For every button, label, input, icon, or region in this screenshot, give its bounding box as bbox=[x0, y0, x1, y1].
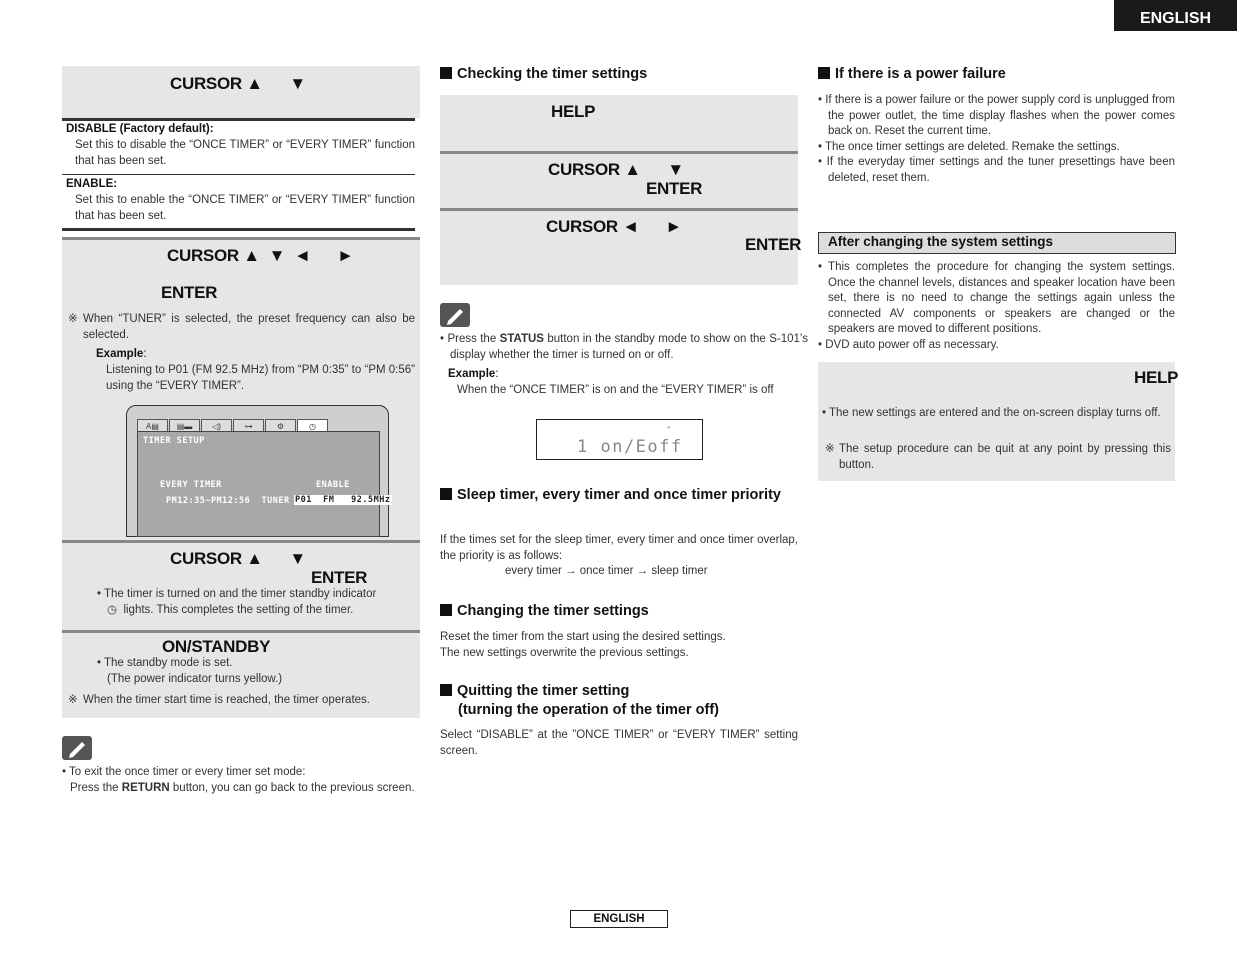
divider bbox=[62, 118, 415, 121]
input-setup-icon: ▤▬ bbox=[169, 419, 200, 433]
step4-note1: • The standby mode is set. bbox=[97, 657, 233, 669]
quit-text: Select “DISABLE” at the ”ONCE TIMER” or “EVERY TIMER” setting screen. bbox=[440, 729, 798, 757]
enable-text: Set this to enable the “ONCE TIMER” or “EVERY TIMER” function that has been set. bbox=[75, 194, 415, 222]
speaker-setup-icon: A▤ bbox=[137, 419, 168, 433]
divider bbox=[62, 540, 420, 543]
sleep-heading: Sleep timer, every timer and once timer priority bbox=[440, 486, 798, 505]
timer-indicator-icon: ◷ bbox=[107, 603, 118, 616]
divider bbox=[440, 151, 798, 154]
step3-enter: ENTER bbox=[311, 568, 368, 587]
change-heading: Changing the timer settings bbox=[440, 602, 649, 621]
power-heading: If there is a power failure bbox=[818, 65, 1006, 84]
divider bbox=[62, 174, 415, 175]
sleep-order: every timer → once timer → sleep timer bbox=[505, 565, 708, 577]
front-display bbox=[536, 419, 703, 460]
language-tab: ENGLISH bbox=[1114, 0, 1237, 31]
tuner-note: When “TUNER” is selected, the preset frequency can also be selected. bbox=[83, 313, 415, 341]
change-text1: Reset the timer from the start using the desired settings. bbox=[440, 631, 726, 643]
step4-key: ON/STANDBY bbox=[162, 637, 271, 656]
step4-remark: When the timer start time is reached, the timer operates. bbox=[83, 694, 370, 706]
disable-label: DISABLE (Factory default): bbox=[66, 123, 214, 135]
step3-note-line1: • The timer is turned on and the timer standby indicator bbox=[97, 588, 377, 600]
osd-screenshot bbox=[126, 405, 389, 537]
enable-label: ENABLE: bbox=[66, 178, 118, 190]
help-remark: The setup procedure can be quit at any point by pressing this button. bbox=[839, 443, 1171, 471]
osd-row-detail-preset: P01 FM 92.5MHz bbox=[295, 495, 391, 505]
square-bullet-icon bbox=[440, 67, 452, 79]
exit-note-line1: • To exit the once timer or every timer set mode: bbox=[62, 766, 306, 778]
example-label: Example: bbox=[96, 348, 147, 360]
display-indicator: ◦ bbox=[667, 422, 671, 432]
osd-row-label: EVERY TIMER bbox=[160, 480, 222, 490]
power-bullets bbox=[818, 93, 1175, 186]
osd-title: TIMER SETUP bbox=[143, 436, 205, 446]
after-bullet-2: • DVD auto power off as necessary. bbox=[818, 338, 999, 351]
osd-panel bbox=[137, 431, 391, 537]
square-bullet-icon bbox=[440, 684, 452, 696]
divider bbox=[440, 208, 798, 211]
after-bullet-1: • This completes the procedure for changing the system settings. Once the channel levels, distances and speaker location have been set, there is no need to change the settings again unless the connected AV components or speakers are changed or the speakers are moved to different positions. bbox=[818, 261, 1176, 335]
help-key: HELP bbox=[551, 102, 596, 121]
note-pencil-icon bbox=[440, 303, 470, 327]
osd-row-value: ENABLE bbox=[316, 480, 350, 490]
display-text: 1 on/Eoff bbox=[577, 437, 683, 457]
example-label-2: Example: bbox=[448, 368, 499, 380]
cursor-ud-keys: CURSOR ▲ ▼ bbox=[548, 160, 684, 179]
power-bullet-1: • If there is a power failure or the power supply cord is unplugged from the power outlet, the time display flashes when the power comes back on. Reset the current time. bbox=[818, 94, 1175, 137]
divider bbox=[62, 237, 420, 240]
step2-enter: ENTER bbox=[161, 283, 218, 302]
osd-row-detail-time: PM12:35~PM12:56 TUNER bbox=[166, 496, 290, 506]
square-bullet-icon bbox=[818, 67, 830, 79]
divider bbox=[62, 228, 415, 231]
divider bbox=[62, 630, 420, 633]
help-key-right: HELP bbox=[1134, 368, 1179, 387]
step4-remark-mark: ※ bbox=[68, 694, 78, 706]
step3-note-line2: ◷ lights. This completes the setting of the timer. bbox=[107, 603, 354, 616]
exit-note-line2: Press the RETURN button, you can go back to the previous screen. bbox=[70, 782, 415, 794]
note-pencil-icon bbox=[62, 736, 92, 760]
step3-note bbox=[97, 587, 415, 618]
enter-key-2: ENTER bbox=[745, 235, 802, 254]
help-bullet: • The new settings are entered and the on-screen display turns off. bbox=[822, 407, 1161, 419]
power-bullet-3: • If the everyday timer settings and the tuner presettings have been deleted, reset them. bbox=[818, 156, 1175, 184]
example-text: Listening to P01 (FM 92.5 MHz) from “PM 0:35” to “PM 0:56” using the “EVERY TIMER”. bbox=[106, 364, 415, 392]
step2-keys: CURSOR ▲ ▼ ◄ ► bbox=[167, 246, 354, 265]
quit-heading-2: (turning the operation of the timer off) bbox=[458, 702, 719, 718]
option-icon: ⚙ bbox=[265, 419, 296, 433]
speaker-icon: ◁) bbox=[201, 419, 232, 433]
square-bullet-icon bbox=[440, 488, 452, 500]
check-steps-box bbox=[440, 95, 798, 285]
help-remark-mark: ※ bbox=[825, 443, 835, 455]
key-icon: ⊶ bbox=[233, 419, 264, 433]
quit-heading: Quitting the timer setting bbox=[440, 682, 629, 701]
tuner-note-mark: ※ bbox=[68, 313, 78, 325]
check-heading: Checking the timer settings bbox=[440, 65, 647, 84]
example-text-2: When the “ONCE TIMER” is on and the “EVERY TIMER” is off bbox=[457, 384, 774, 396]
enter-key-1: ENTER bbox=[646, 179, 703, 198]
after-bullets bbox=[818, 260, 1175, 353]
square-bullet-icon bbox=[440, 604, 452, 616]
disable-text: Set this to disable the “ONCE TIMER” or “EVERY TIMER” function that has been set. bbox=[75, 139, 415, 167]
after-heading: After changing the system settings bbox=[818, 232, 1176, 254]
change-text2: The new settings overwrite the previous settings. bbox=[440, 647, 689, 659]
sleep-text: If the times set for the sleep timer, every timer and once timer overlap, the priority is as follows: bbox=[440, 534, 798, 562]
timer-tab-icon: ◷ bbox=[297, 419, 328, 433]
cursor-lr-keys: CURSOR ◄ ► bbox=[546, 217, 682, 236]
status-note: • Press the STATUS button in the standby mode to show on the S-101’s display whether the timer is turned on or off. bbox=[440, 333, 809, 361]
footer-language: ENGLISH bbox=[570, 910, 668, 928]
step3-keys: CURSOR ▲ ▼ bbox=[170, 549, 306, 568]
power-bullet-2: • The once timer settings are deleted. Remake the settings. bbox=[818, 140, 1120, 153]
step1-keys: CURSOR ▲ ▼ bbox=[170, 74, 306, 93]
step4-note2: (The power indicator turns yellow.) bbox=[107, 673, 283, 685]
